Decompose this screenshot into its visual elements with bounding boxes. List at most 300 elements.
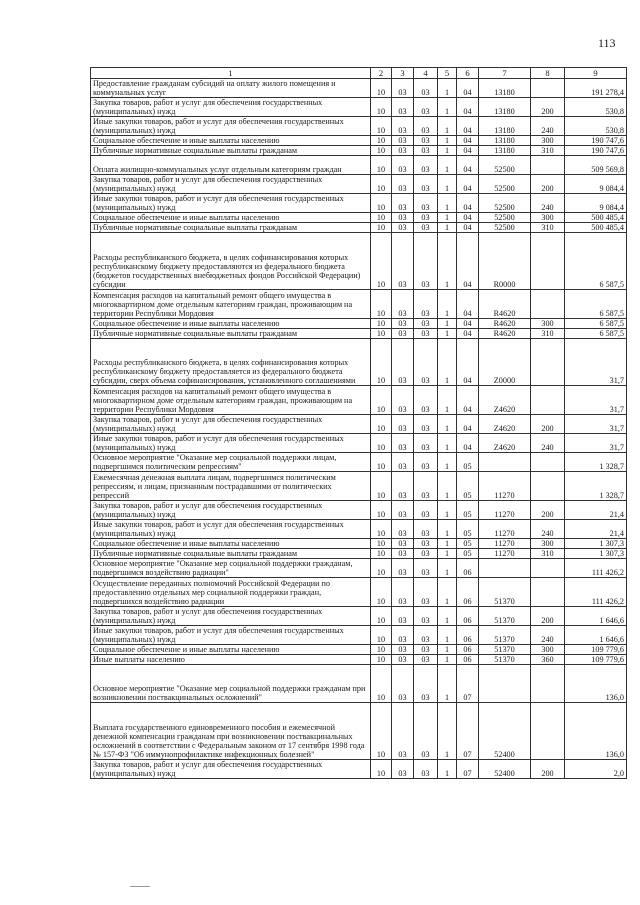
code-col-5: 1 <box>438 578 457 607</box>
code-col-2: 10 <box>371 501 392 520</box>
expense-type-code: 240 <box>531 626 565 645</box>
code-col-3: 03 <box>392 233 414 290</box>
amount: 136,0 <box>565 703 627 760</box>
code-col-3: 03 <box>392 760 414 779</box>
code-col-4: 03 <box>414 626 438 645</box>
code-col-3: 03 <box>392 98 414 117</box>
code-col-4: 03 <box>414 146 438 156</box>
code-col-6: 07 <box>457 665 479 703</box>
code-col-3: 03 <box>392 655 414 665</box>
table-row <box>91 520 627 539</box>
table-row <box>91 319 627 329</box>
code-col-2: 10 <box>371 329 392 339</box>
code-col-2: 10 <box>371 386 392 415</box>
code-col-6: 05 <box>457 472 479 501</box>
target-code: 51370 <box>479 578 531 607</box>
code-col-6: 05 <box>457 520 479 539</box>
target-code: R4620 <box>479 329 531 339</box>
code-col-6: 06 <box>457 645 479 655</box>
table-row <box>91 559 627 578</box>
scan-mark <box>130 886 150 887</box>
table-row <box>91 434 627 453</box>
table-body <box>91 79 627 779</box>
code-col-6: 05 <box>457 539 479 549</box>
column-header: 1 <box>91 68 371 79</box>
code-col-4: 03 <box>414 520 438 539</box>
code-col-2: 10 <box>371 626 392 645</box>
code-col-5: 1 <box>438 175 457 194</box>
amount: 31,7 <box>565 339 627 386</box>
code-col-3: 03 <box>392 434 414 453</box>
code-col-4: 03 <box>414 434 438 453</box>
code-col-2: 10 <box>371 339 392 386</box>
code-col-6: 04 <box>457 175 479 194</box>
code-col-3: 03 <box>392 79 414 98</box>
table-row <box>91 146 627 156</box>
code-col-5: 1 <box>438 501 457 520</box>
amount: 190 747,6 <box>565 136 627 146</box>
code-col-3: 03 <box>392 501 414 520</box>
amount: 190 747,6 <box>565 146 627 156</box>
target-code: 52400 <box>479 703 531 760</box>
table-row <box>91 501 627 520</box>
code-col-5: 1 <box>438 79 457 98</box>
code-col-4: 03 <box>414 655 438 665</box>
code-col-4: 03 <box>414 98 438 117</box>
code-col-6: 04 <box>457 136 479 146</box>
code-col-2: 10 <box>371 415 392 434</box>
code-col-6: 06 <box>457 626 479 645</box>
code-col-3: 03 <box>392 339 414 386</box>
code-col-6: 04 <box>457 415 479 434</box>
target-code: 13180 <box>479 136 531 146</box>
column-header: 4 <box>414 68 438 79</box>
amount: 109 779,6 <box>565 655 627 665</box>
code-col-3: 03 <box>392 156 414 175</box>
code-col-2: 10 <box>371 665 392 703</box>
code-col-6: 04 <box>457 329 479 339</box>
amount: 2,0 <box>565 760 627 779</box>
amount: 530,8 <box>565 98 627 117</box>
item-name: Социальное обеспечение и иные выплаты населению <box>91 136 371 146</box>
table-header-row <box>91 68 627 79</box>
amount: 1 328,7 <box>565 472 627 501</box>
table-row <box>91 645 627 655</box>
code-col-2: 10 <box>371 117 392 136</box>
code-col-5: 1 <box>438 549 457 559</box>
code-col-2: 10 <box>371 79 392 98</box>
item-name: Компенсация расходов на капитальный ремонт общего имущества в многоквартирном доме отдельным категориям граждан, проживающим на территории Республики Мордовия <box>91 386 371 415</box>
code-col-2: 10 <box>371 434 392 453</box>
code-col-4: 03 <box>414 136 438 146</box>
code-col-4: 03 <box>414 117 438 136</box>
expense-type-code: 310 <box>531 223 565 233</box>
item-name: Закупка товаров, работ и услуг для обеспечения государственных (муниципальных) нужд <box>91 760 371 779</box>
amount: 21,4 <box>565 501 627 520</box>
table-row <box>91 117 627 136</box>
amount: 1 307,3 <box>565 549 627 559</box>
target-code: R4620 <box>479 319 531 329</box>
item-name: Иные закупки товаров, работ и услуг для обеспечения государственных (муниципальных) нужд <box>91 520 371 539</box>
expense-type-code <box>531 339 565 386</box>
item-name: Предоставление гражданам субсидий на оплату жилого помещения и коммунальных услуг <box>91 79 371 98</box>
item-name: Закупка товаров, работ и услуг для обеспечения государственных (муниципальных) нужд <box>91 175 371 194</box>
table-row <box>91 213 627 223</box>
code-col-3: 03 <box>392 194 414 213</box>
column-header: 6 <box>457 68 479 79</box>
item-name: Закупка товаров, работ и услуг для обеспечения государственных (муниципальных) нужд <box>91 501 371 520</box>
expense-type-code <box>531 472 565 501</box>
code-col-4: 03 <box>414 329 438 339</box>
item-name: Оплата жилищно-коммунальных услуг отдельным категориям граждан <box>91 156 371 175</box>
code-col-3: 03 <box>392 520 414 539</box>
expense-type-code <box>531 79 565 98</box>
expense-type-code: 310 <box>531 146 565 156</box>
target-code: 52500 <box>479 194 531 213</box>
code-col-5: 1 <box>438 415 457 434</box>
amount: 31,7 <box>565 415 627 434</box>
code-col-2: 10 <box>371 223 392 233</box>
code-col-5: 1 <box>438 607 457 626</box>
code-col-2: 10 <box>371 549 392 559</box>
expense-type-code: 200 <box>531 415 565 434</box>
code-col-5: 1 <box>438 213 457 223</box>
code-col-5: 1 <box>438 98 457 117</box>
target-code: 13180 <box>479 98 531 117</box>
code-col-3: 03 <box>392 213 414 223</box>
code-col-3: 03 <box>392 549 414 559</box>
target-code: Z4620 <box>479 434 531 453</box>
table-row <box>91 98 627 117</box>
table-row <box>91 233 627 290</box>
amount: 111 426,2 <box>565 559 627 578</box>
code-col-2: 10 <box>371 472 392 501</box>
item-name: Иные закупки товаров, работ и услуг для обеспечения государственных (муниципальных) нужд <box>91 626 371 645</box>
code-col-6: 07 <box>457 703 479 760</box>
column-header: 8 <box>531 68 565 79</box>
code-col-3: 03 <box>392 319 414 329</box>
code-col-6: 07 <box>457 760 479 779</box>
code-col-5: 1 <box>438 626 457 645</box>
amount: 9 084,4 <box>565 194 627 213</box>
item-name: Компенсация расходов на капитальный ремонт общего имущества в многоквартирном доме отдельным категориям граждан, проживающим на территории Республики Мордовия <box>91 290 371 319</box>
code-col-3: 03 <box>392 175 414 194</box>
code-col-6: 04 <box>457 146 479 156</box>
expense-type-code: 200 <box>531 607 565 626</box>
code-col-3: 03 <box>392 539 414 549</box>
code-col-4: 03 <box>414 213 438 223</box>
code-col-6: 06 <box>457 607 479 626</box>
code-col-6: 05 <box>457 453 479 472</box>
code-col-6: 06 <box>457 655 479 665</box>
code-col-6: 04 <box>457 233 479 290</box>
item-name: Социальное обеспечение и иные выплаты населению <box>91 539 371 549</box>
code-col-6: 04 <box>457 386 479 415</box>
code-col-5: 1 <box>438 472 457 501</box>
code-col-5: 1 <box>438 233 457 290</box>
item-name: Закупка товаров, работ и услуг для обеспечения государственных (муниципальных) нужд <box>91 98 371 117</box>
code-col-5: 1 <box>438 319 457 329</box>
target-code: 51370 <box>479 655 531 665</box>
table-row <box>91 415 627 434</box>
target-code: Z0000 <box>479 339 531 386</box>
code-col-4: 03 <box>414 665 438 703</box>
code-col-5: 1 <box>438 146 457 156</box>
code-col-6: 06 <box>457 559 479 578</box>
target-code: 11270 <box>479 520 531 539</box>
item-name: Иные выплаты населению <box>91 655 371 665</box>
code-col-2: 10 <box>371 655 392 665</box>
column-header: 3 <box>392 68 414 79</box>
code-col-2: 10 <box>371 559 392 578</box>
code-col-4: 03 <box>414 703 438 760</box>
item-name: Расходы республиканского бюджета, в целях софинансирования которых республиканскому бюджету предоставляется из федерального бюджета субсидии, сверх объема софинансирования, установленного соглашениями <box>91 339 371 386</box>
code-col-4: 03 <box>414 549 438 559</box>
target-code: 13180 <box>479 79 531 98</box>
column-header: 2 <box>371 68 392 79</box>
code-col-5: 1 <box>438 703 457 760</box>
target-code: Z4620 <box>479 415 531 434</box>
target-code: 52500 <box>479 223 531 233</box>
target-code <box>479 453 531 472</box>
code-col-2: 10 <box>371 520 392 539</box>
amount: 1 328,7 <box>565 453 627 472</box>
code-col-3: 03 <box>392 559 414 578</box>
expense-type-code: 200 <box>531 760 565 779</box>
code-col-6: 04 <box>457 98 479 117</box>
expense-type-code <box>531 453 565 472</box>
code-col-5: 1 <box>438 760 457 779</box>
code-col-5: 1 <box>438 223 457 233</box>
expense-type-code: 300 <box>531 539 565 549</box>
code-col-4: 03 <box>414 233 438 290</box>
amount: 500 485,4 <box>565 223 627 233</box>
item-name: Основное мероприятие "Оказание мер социальной поддержки лицам, подвергшимся политическим репрессиям" <box>91 453 371 472</box>
code-col-5: 1 <box>438 453 457 472</box>
expense-type-code <box>531 578 565 607</box>
code-col-5: 1 <box>438 539 457 549</box>
code-col-2: 10 <box>371 453 392 472</box>
code-col-6: 05 <box>457 549 479 559</box>
table-row <box>91 386 627 415</box>
amount: 509 569,8 <box>565 156 627 175</box>
expense-type-code: 300 <box>531 213 565 223</box>
code-col-2: 10 <box>371 290 392 319</box>
code-col-6: 05 <box>457 501 479 520</box>
code-col-3: 03 <box>392 136 414 146</box>
code-col-5: 1 <box>438 339 457 386</box>
table-row <box>91 760 627 779</box>
column-header: 5 <box>438 68 457 79</box>
item-name: Социальное обеспечение и иные выплаты населению <box>91 213 371 223</box>
expense-type-code <box>531 290 565 319</box>
code-col-4: 03 <box>414 156 438 175</box>
item-name: Иные закупки товаров, работ и услуг для обеспечения государственных (муниципальных) нужд <box>91 117 371 136</box>
item-name: Основное мероприятие "Оказание мер социальной поддержки гражданам при возникновении поствакцинальных осложнений" <box>91 665 371 703</box>
code-col-2: 10 <box>371 194 392 213</box>
target-code: 51370 <box>479 607 531 626</box>
code-col-6: 04 <box>457 319 479 329</box>
code-col-3: 03 <box>392 626 414 645</box>
code-col-3: 03 <box>392 223 414 233</box>
code-col-6: 04 <box>457 213 479 223</box>
item-name: Расходы республиканского бюджета, в целях софинансирования которых республиканскому бюджету предоставляются из федерального бюджета (бюджетов государственных внебюджетных фондов Российской Федерации) субсидии <box>91 233 371 290</box>
code-col-4: 03 <box>414 319 438 329</box>
code-col-5: 1 <box>438 194 457 213</box>
code-col-2: 10 <box>371 98 392 117</box>
item-name: Закупка товаров, работ и услуг для обеспечения государственных (муниципальных) нужд <box>91 415 371 434</box>
target-code: 11270 <box>479 539 531 549</box>
expense-type-code: 310 <box>531 549 565 559</box>
expense-type-code <box>531 559 565 578</box>
code-col-4: 03 <box>414 559 438 578</box>
page-number: 113 <box>598 36 616 50</box>
target-code: 13180 <box>479 146 531 156</box>
code-col-2: 10 <box>371 645 392 655</box>
table-row <box>91 549 627 559</box>
table-row <box>91 703 627 760</box>
item-name: Ежемесячная денежная выплата лицам, подвергшимся политическим репрессиям, и лицам, признанным пострадавшими от политических репрессий <box>91 472 371 501</box>
table-row <box>91 329 627 339</box>
target-code: 13180 <box>479 117 531 136</box>
amount: 1 646,6 <box>565 626 627 645</box>
code-col-4: 03 <box>414 578 438 607</box>
code-col-2: 10 <box>371 607 392 626</box>
item-name: Закупка товаров, работ и услуг для обеспечения государственных (муниципальных) нужд <box>91 607 371 626</box>
code-col-5: 1 <box>438 665 457 703</box>
code-col-3: 03 <box>392 472 414 501</box>
expense-type-code: 300 <box>531 645 565 655</box>
code-col-2: 10 <box>371 578 392 607</box>
code-col-6: 04 <box>457 79 479 98</box>
expense-type-code: 300 <box>531 319 565 329</box>
amount: 9 084,4 <box>565 175 627 194</box>
amount: 136,0 <box>565 665 627 703</box>
column-header: 9 <box>565 68 627 79</box>
amount: 6 587,5 <box>565 319 627 329</box>
target-code: 52500 <box>479 175 531 194</box>
amount: 530,8 <box>565 117 627 136</box>
code-col-6: 06 <box>457 578 479 607</box>
item-name: Осуществление переданных полномочий Российской Федерации по предоставлению отдельных мер социальной поддержки граждан, подвергшихся воздействию радиации <box>91 578 371 607</box>
expense-type-code <box>531 386 565 415</box>
target-code: 11270 <box>479 472 531 501</box>
amount: 6 587,5 <box>565 329 627 339</box>
amount: 191 278,4 <box>565 79 627 98</box>
target-code: R0000 <box>479 233 531 290</box>
code-col-3: 03 <box>392 146 414 156</box>
code-col-6: 04 <box>457 223 479 233</box>
table-row <box>91 79 627 98</box>
target-code: Z4620 <box>479 386 531 415</box>
code-col-4: 03 <box>414 607 438 626</box>
code-col-5: 1 <box>438 520 457 539</box>
code-col-3: 03 <box>392 117 414 136</box>
target-code: 51370 <box>479 626 531 645</box>
code-col-4: 03 <box>414 175 438 194</box>
code-col-6: 04 <box>457 194 479 213</box>
code-col-4: 03 <box>414 79 438 98</box>
target-code: 11270 <box>479 501 531 520</box>
code-col-3: 03 <box>392 290 414 319</box>
table-row <box>91 453 627 472</box>
code-col-5: 1 <box>438 156 457 175</box>
amount: 21,4 <box>565 520 627 539</box>
target-code: 51370 <box>479 645 531 655</box>
table-row <box>91 136 627 146</box>
expense-type-code: 360 <box>531 655 565 665</box>
target-code: 11270 <box>479 549 531 559</box>
code-col-5: 1 <box>438 290 457 319</box>
expense-type-code: 240 <box>531 117 565 136</box>
code-col-2: 10 <box>371 703 392 760</box>
code-col-4: 03 <box>414 339 438 386</box>
code-col-4: 03 <box>414 194 438 213</box>
item-name: Публичные нормативные социальные выплаты гражданам <box>91 549 371 559</box>
amount: 6 587,5 <box>565 290 627 319</box>
item-name: Публичные нормативные социальные выплаты гражданам <box>91 329 371 339</box>
target-code <box>479 665 531 703</box>
code-col-2: 10 <box>371 539 392 549</box>
item-name: Выплата государственного единовременного пособия и ежемесячной денежной компенсации гражданам при возникновении поствакцинальных осложнений в соответствии с Федеральным законом от 17 сентября 1998 года № 157-ФЗ "Об иммунопрофилактике инфекционных болезней" <box>91 703 371 760</box>
code-col-5: 1 <box>438 329 457 339</box>
code-col-4: 03 <box>414 223 438 233</box>
target-code: 52400 <box>479 760 531 779</box>
code-col-2: 10 <box>371 146 392 156</box>
budget-table <box>90 67 627 779</box>
table-row <box>91 156 627 175</box>
code-col-3: 03 <box>392 645 414 655</box>
code-col-2: 10 <box>371 233 392 290</box>
code-col-6: 04 <box>457 339 479 386</box>
table-row <box>91 655 627 665</box>
code-col-6: 04 <box>457 434 479 453</box>
item-name: Публичные нормативные социальные выплаты гражданам <box>91 223 371 233</box>
amount: 6 587,5 <box>565 233 627 290</box>
target-code: 52500 <box>479 213 531 223</box>
code-col-2: 10 <box>371 760 392 779</box>
code-col-3: 03 <box>392 415 414 434</box>
table-row <box>91 626 627 645</box>
expense-type-code: 240 <box>531 520 565 539</box>
amount: 1 307,3 <box>565 539 627 549</box>
code-col-3: 03 <box>392 329 414 339</box>
amount: 111 426,2 <box>565 578 627 607</box>
code-col-4: 03 <box>414 472 438 501</box>
code-col-5: 1 <box>438 645 457 655</box>
code-col-4: 03 <box>414 760 438 779</box>
table-row <box>91 665 627 703</box>
code-col-4: 03 <box>414 290 438 319</box>
item-name: Иные закупки товаров, работ и услуг для обеспечения государственных (муниципальных) нужд <box>91 434 371 453</box>
expense-type-code: 200 <box>531 98 565 117</box>
expense-type-code <box>531 703 565 760</box>
target-code: 52500 <box>479 156 531 175</box>
expense-type-code: 240 <box>531 194 565 213</box>
table-row <box>91 578 627 607</box>
code-col-2: 10 <box>371 175 392 194</box>
code-col-4: 03 <box>414 453 438 472</box>
code-col-2: 10 <box>371 136 392 146</box>
target-code <box>479 559 531 578</box>
code-col-5: 1 <box>438 386 457 415</box>
amount: 31,7 <box>565 434 627 453</box>
amount: 1 646,6 <box>565 607 627 626</box>
table-row <box>91 339 627 386</box>
code-col-3: 03 <box>392 453 414 472</box>
target-code: R4620 <box>479 290 531 319</box>
expense-type-code: 310 <box>531 329 565 339</box>
